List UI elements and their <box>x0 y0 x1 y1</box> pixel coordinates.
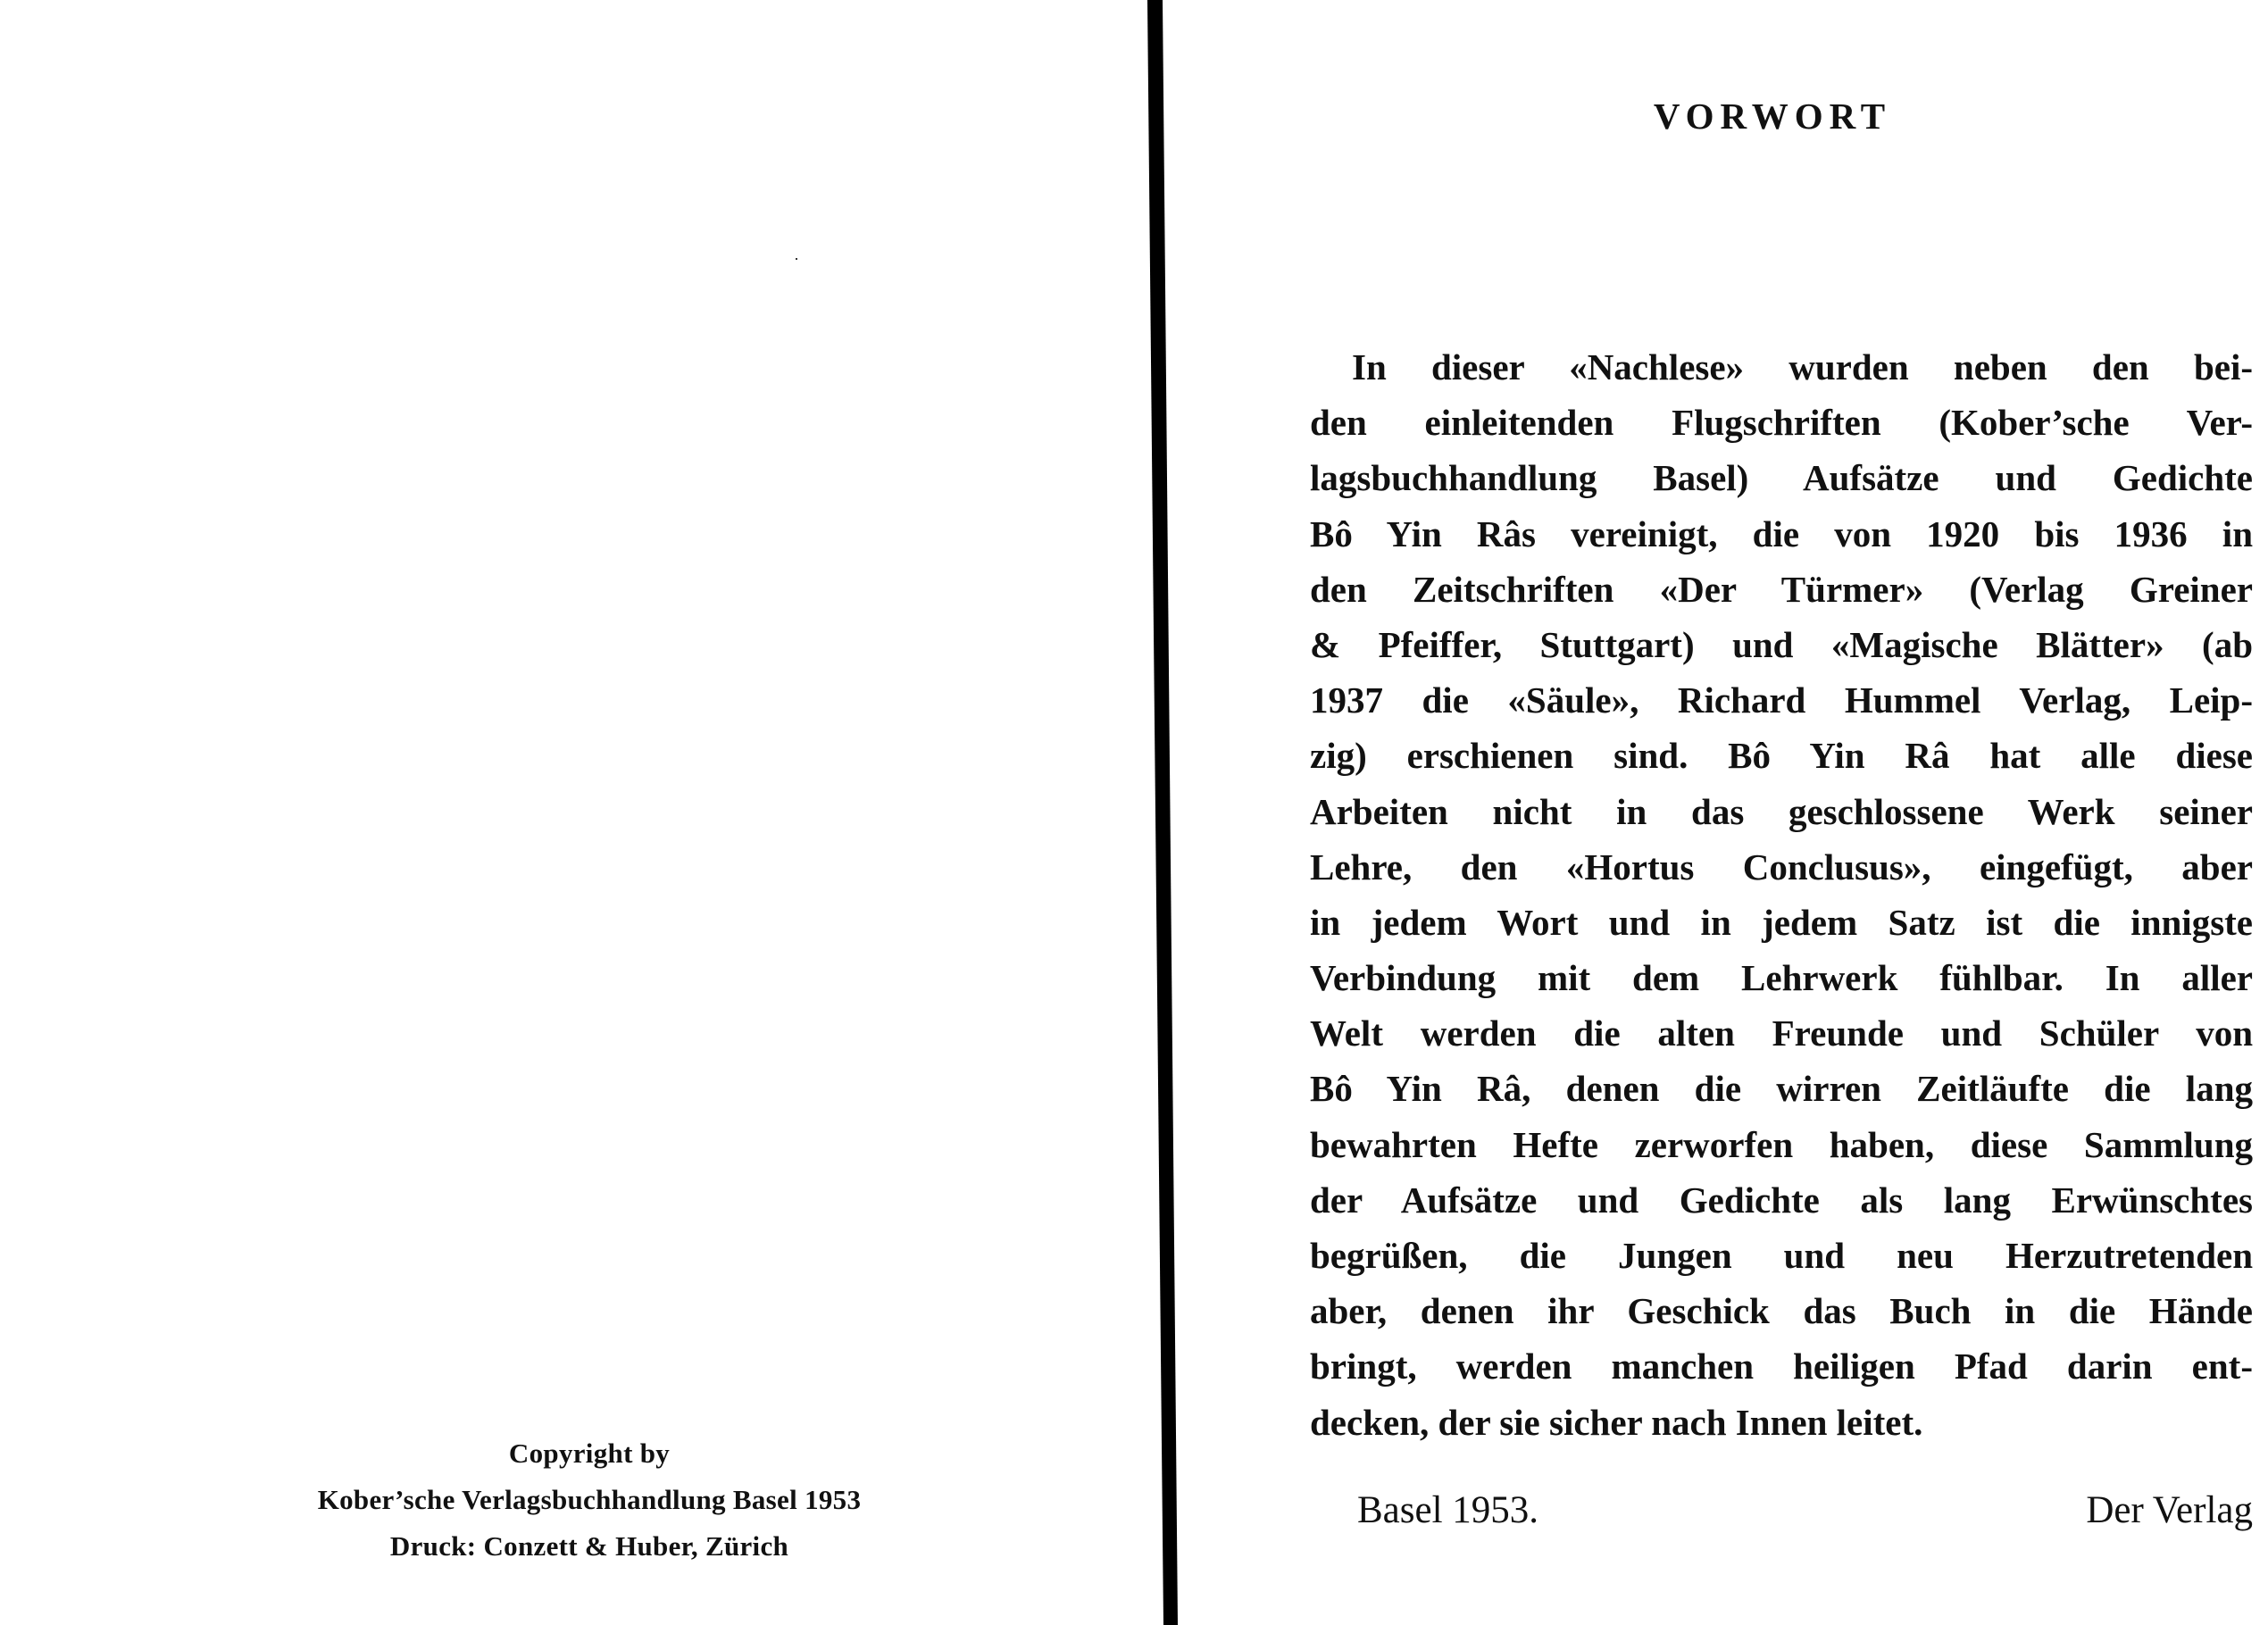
text-line: bewahrten Hefte zerworfen haben, diese Sammlung <box>1310 1123 2253 1165</box>
text-line-last: decken, der sie sicher nach Innen leitet. <box>1310 1401 1923 1443</box>
text-line: In dieser «Nachlese» wurden neben den bei- <box>1352 346 2253 388</box>
text-line: bringt, werden manchen heiligen Pfad darin ent- <box>1310 1346 2253 1388</box>
text-line: & Pfeiffer, Stuttgart) und «Magische Blätter» (ab <box>1310 623 2253 665</box>
signature-block <box>1357 1484 2253 1538</box>
imprint-line-printer: Druck: Conzett & Huber, Zürich <box>389 1530 789 1562</box>
right-page <box>1179 0 2268 1625</box>
text-line: zig) erschienen sind. Bô Yin Râ hat alle diese <box>1310 735 2253 777</box>
text-line: Lehre, den «Hortus Conclusus», eingefügt, aber <box>1310 846 2253 888</box>
text-line: in jedem Wort und in jedem Satz ist die innigste <box>1310 901 2253 943</box>
gutter-bar <box>1147 0 1178 1625</box>
text-line: 1937 die «Säule», Richard Hummel Verlag, Leip- <box>1310 679 2253 721</box>
page-title: VORWORT <box>1653 96 1892 137</box>
text-line: der Aufsätze und Gedichte als lang Erwünschtes <box>1310 1179 2253 1221</box>
foreword-body <box>1310 339 2253 1450</box>
text-line: Bô Yin Râs vereinigt, die von 1920 bis 1936 in <box>1310 512 2253 554</box>
imprint-line-copyright: Copyright by <box>508 1438 671 1469</box>
text-line: aber, denen ihr Geschick das Buch in die Hände <box>1310 1290 2253 1332</box>
text-line: den einleitenden Flugschriften (Kober’sche Ver- <box>1310 402 2253 444</box>
text-line: Verbindung mit dem Lehrwerk fühlbar. In aller <box>1310 957 2253 999</box>
signatory: Der Verlag <box>2086 1489 2253 1531</box>
copyright-imprint <box>232 1430 946 1570</box>
place-date: Basel 1953. <box>1357 1489 1539 1531</box>
text-line: begrüßen, die Jungen und neu Herzutretenden <box>1310 1235 2253 1276</box>
text-line: den Zeitschriften «Der Türmer» (Verlag Greiner <box>1310 568 2253 610</box>
text-line: Welt werden die alten Freunde und Schüler von <box>1310 1012 2253 1054</box>
text-line: Bô Yin Râ, denen die wirren Zeitläufte die lang <box>1310 1068 2253 1110</box>
text-line: Arbeiten nicht in das geschlossene Werk seiner <box>1310 790 2253 832</box>
print-speck <box>796 258 797 260</box>
text-line: lagsbuchhandlung Basel) Aufsätze und Gedichte <box>1310 457 2253 499</box>
imprint-line-publisher: Kober’sche Verlagsbuchhandlung Basel 1953 <box>317 1484 862 1515</box>
